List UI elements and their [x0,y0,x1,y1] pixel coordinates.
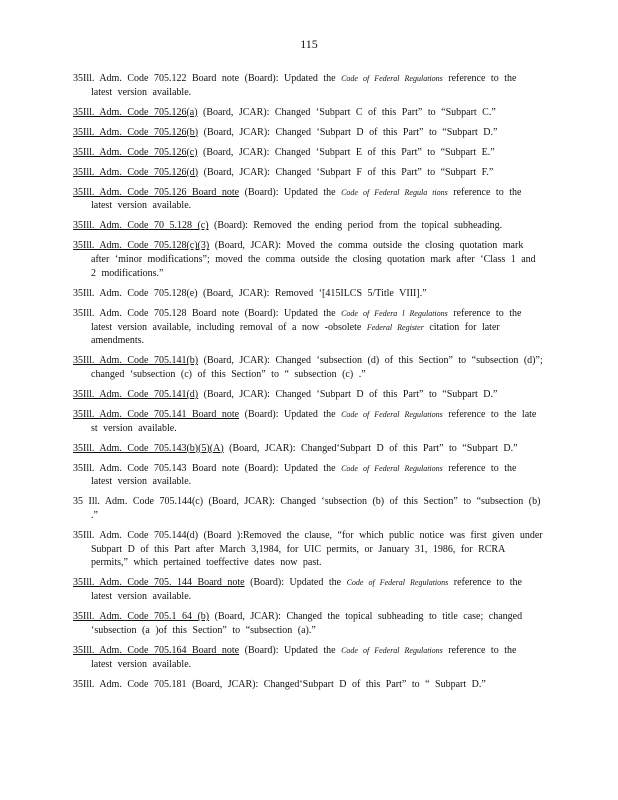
entry-citation: 35Ill. Adm. Code 705.128(c)(3) [73,240,210,252]
entry-italic-title: Code of Federal Regulations [341,645,443,655]
entry-citation: 35Ill. Adm. Code 705.126(b) [73,126,199,138]
amendment-entry [73,287,543,301]
entry-text: (Board, JCAR): Changed the topical subheading to title case; changed ‘subsection (a )of this Section” to “subsection (a).” [91,611,523,636]
amendment-entry [73,219,543,233]
entry-citation: 35Ill. Adm. Code 705.141 Board note [73,408,240,420]
entry-citation: 35Ill. Adm. Code 705.126(d) [73,166,199,178]
entry-citation: 35Ill. Adm. Code 705.128 Board note [73,307,240,319]
amendment-entry [73,408,543,435]
entry-citation: 35 Ill. Adm. Code 705.144(c) [73,496,204,508]
entry-text: (Board, JCAR): Changed ‘Subpart C of this Part” to “Subpart C.” [197,106,496,118]
entry-text-after: reference to the latest version available. [91,73,517,98]
entry-citation: 35Ill. Adm. Code 705.141(b) [73,355,199,367]
entry-text: (Board): Updated the [239,186,342,198]
entry-text: (Board, JCAR): Removed ‘[415ILCS 5/Title VIII].” [197,287,427,299]
amendment-entry [73,678,543,692]
entry-italic-title: Code of Federal Regulations [341,463,443,473]
entry-italic-title: Code of Federal Regulations [346,578,449,588]
entry-citation: 35Ill. Adm. Code 705.128(e) [73,287,198,299]
entry-citation: 35Ill. Adm. Code 705.122 Board note [73,73,240,84]
entry-citation: 35Ill. Adm. Code 705.144(d) [73,530,199,542]
entry-text-after: reference to the latest version available. [91,462,517,488]
entry-text: (Board, JCAR): Moved the comma outside the closing quotation mark after ‘minor modifications”; moved the comma outside the closing quotation mark after ‘Class 1 and 2 modifications.” [91,240,536,279]
entry-citation: 35Ill. Adm. Code 705.143 Board note [73,462,240,474]
entry-citation: 35Ill. Adm. Code 705.126 Board note [73,186,240,198]
entry-text: (Board, JCAR): Changed ‘Subpart E of this Part” to “Subpart E.” [197,146,495,158]
entry-citation: 35Ill. Adm. Code 705.181 [73,678,187,690]
amendment-entry [73,442,543,456]
entry-text: (Board): Updated the [239,408,342,420]
entry-citation: 35Ill. Adm. Code 705.164 Board note [73,644,240,656]
entry-italic-title: Code of Federal Regula tions [341,187,448,197]
entry-text-after: reference to the late st version available. [91,408,537,434]
entry-citation: 35Ill. Adm. Code 705. 144 Board note [73,577,245,589]
entry-text: (Board, JCAR): Changed‘Subpart D of this Part” to “ Subpart D.” [186,678,486,690]
amendment-entry [73,126,543,140]
entry-italic-title: Federal Register [366,322,424,332]
entry-citation: 35Ill. Adm. Code 705.126(c) [73,146,198,158]
amendment-entry [73,495,543,522]
entry-text-after: reference to the latest version available. [91,644,517,670]
entry-text: (Board): Updated the [239,644,342,656]
amendment-list [73,72,543,698]
amendment-entry [73,644,543,671]
amendment-entry [73,166,543,180]
entry-text: (Board): Updated the [244,577,347,589]
amendment-entry [73,239,543,280]
entry-text-after: citation for later amendments. [91,321,500,347]
entry-text-after: reference to the latest version available, including removal of a now -obsolete [91,307,522,333]
entry-text: (Board, JCAR): Changed ‘subsection (d) of this Section” to “subsection (d)”; changed ‘subsection (c) of this Section” to “ subsection (c) .” [91,355,543,380]
entry-citation: 35Ill. Adm. Code 705.141(d) [73,388,199,400]
entry-text: (Board): Removed the ending period from the topical subheading. [208,220,503,232]
entry-italic-title: Code of Federal Regulations [341,409,443,419]
amendment-entry [73,610,543,637]
entry-text: (Board): Updated the [239,73,342,84]
entry-text: (Board, JCAR): Changed ‘Subpart F of this Part” to “Subpart F.” [198,166,494,178]
entry-text: (Board ):Removed the clause, “for which public notice was first given under Subpart D of this Part after March 3,1984, for UIC permits, or January 31, 1986, for RCRA permits,” which pertained toeffective dates now past. [91,530,543,569]
entry-italic-title: Code of Federal Regulations [341,74,443,83]
amendment-entry [73,72,543,99]
amendment-entry [73,146,543,160]
amendment-entry [73,462,543,489]
entry-text: (Board): Updated the [239,462,342,474]
amendment-entry [73,576,543,603]
amendment-entry [73,106,543,120]
amendment-entry [73,388,543,402]
amendment-entry [73,307,543,348]
entry-text: (Board, JCAR): Changed‘Subpart D of this Part” to “Subpart D.” [223,442,518,454]
amendment-entry [73,186,543,213]
entry-text: (Board): Updated the [239,307,342,319]
entry-text: (Board, JCAR): Changed ‘Subpart D of this Part” to “Subpart D.” [198,126,498,138]
entry-citation: 35Ill. Adm. Code 705.143(b)(5)(A) [73,442,224,454]
page-number: 115 [300,37,318,51]
entry-text: (Board, JCAR): Changed ‘Subpart D of this Part” to “Subpart D.” [198,388,498,400]
entry-citation: 35Ill. Adm. Code 705.1 64 (b) [73,611,210,623]
entry-text-after: reference to the latest version available. [91,577,522,603]
amendment-entry [73,529,543,570]
entry-citation: 35Ill. Adm. Code 705.126(a) [73,106,198,118]
entry-citation: 35Ill. Adm. Code 70 5.128 (c) [73,220,209,232]
amendment-entry [73,354,543,381]
entry-italic-title: Code of Federa l Regulations [341,308,448,318]
entry-text: (Board, JCAR): Changed ‘subsection (b) of this Section” to “subsection (b) .” [91,496,541,522]
entry-text-after: reference to the latest version available. [91,186,522,212]
